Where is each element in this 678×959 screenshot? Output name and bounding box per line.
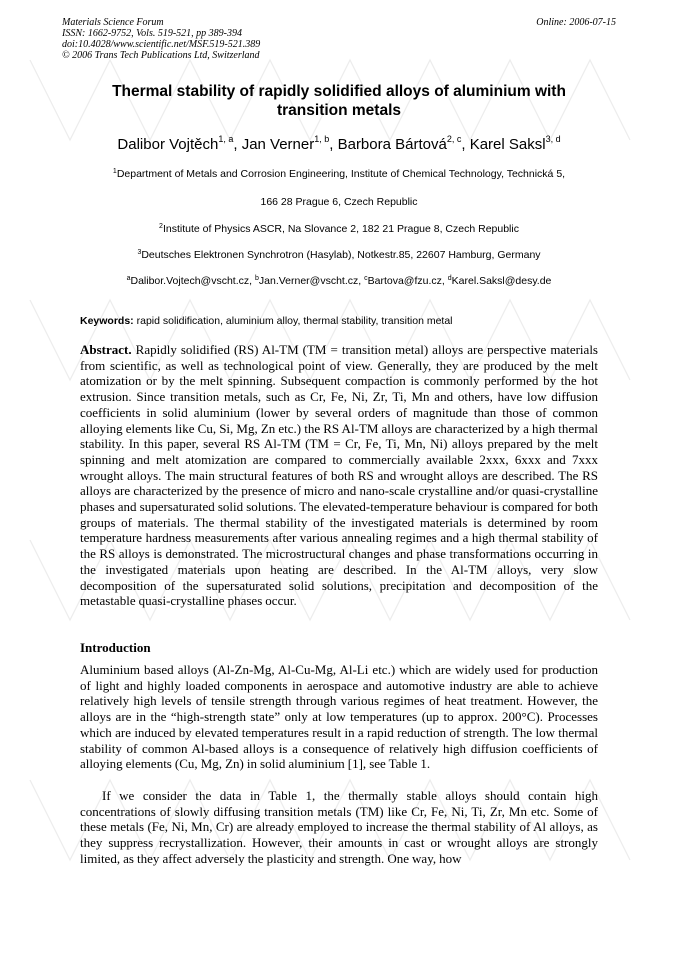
journal-copyright: © 2006 Trans Tech Publications Ltd, Switzerland (62, 50, 260, 61)
affiliation-text: Deutsches Elektronen Synchrotron (Hasylab), Notkestr.85, 22607 Hamburg, Germany (141, 249, 541, 261)
affiliation-sup: 2 (159, 223, 163, 230)
affiliation-sup: 3 (137, 249, 142, 256)
author-name: Barbora Bártová (337, 136, 447, 153)
affiliation-text: 166 28 Prague 6, Czech Republic (260, 196, 418, 208)
author-sep: , (329, 136, 338, 153)
intro-paragraph-2: If we consider the data in Table 1, the thermally stable alloys should contain high concentrations of slowly diffusing transition metals (TM) like Cr, Fe, Ni, Ti, Zr, Mn etc. Some of these metals (Fe, Ni, Mn, Cr) are already employed to increase the thermal stability of Al alloys, as they suppress recrystallization. However, their amounts in cast or wrought alloys are strongly limited, as they affect adversely the plasticity and strength. One way, how (80, 788, 598, 866)
journal-issn: ISSN: 1662-9752, Vols. 519-521, pp 389-394 (62, 28, 242, 39)
author-sep: , (461, 136, 470, 153)
author-sep: , (233, 136, 242, 153)
paper-title: Thermal stability of rapidly solidified alloys of aluminium with transition metals (112, 83, 566, 119)
affiliation-text: Department of Metals and Corrosion Engineering, Institute of Chemical Technology, Technická 5, (116, 168, 566, 180)
author-name: Dalibor Vojtěch (117, 136, 219, 153)
affiliation-2 (60, 222, 618, 236)
journal-doi[interactable]: doi:10.4028/www.scientific.net/MSF.519-521.389 (62, 39, 261, 50)
affiliation-1-cont (60, 195, 618, 209)
author-sup: 1, a (218, 134, 234, 144)
intro-paragraph-1: Aluminium based alloys (Al-Zn-Mg, Al-Cu-Mg, Al-Li etc.) which are widely used for production of light and highly loaded components in aerospace and automotive industry are able to achieve relatively high levels of tensile strength through various regimes of heat treatment. However, the alloys are in the “high-strength state” only at low temperatures (up to approx. 200°C). Processes which are induced by elevated temperatures result in a rapid reduction of strength. The low thermal stability of common Al-based alloys is a consequence of relatively high diffusion coefficients of alloying elements (Cu, Mg, Zn) in solid aluminium [1], see Table 1. (80, 662, 598, 772)
journal-name: Materials Science Forum (62, 17, 164, 28)
section-heading-introduction: Introduction (80, 640, 151, 655)
abstract (80, 342, 598, 609)
affiliation-1 (60, 167, 618, 181)
author-sup: 2, c (446, 134, 462, 144)
author-list (60, 135, 618, 155)
email-sup: b (254, 275, 259, 282)
email-sup: d (447, 275, 452, 282)
affiliation-3 (60, 248, 618, 262)
keywords-text: rapid solidification, aluminium alloy, thermal stability, transition metal (133, 315, 453, 327)
email-link[interactable]: Karel.Saksl@desy.de (451, 275, 552, 287)
email-sep: , (249, 275, 255, 287)
author-sup: 3, d (545, 134, 561, 144)
email-link[interactable]: Dalibor.Vojtech@vscht.cz (130, 275, 250, 287)
email-sup: c (364, 275, 368, 282)
keywords (80, 314, 600, 328)
keywords-label: Keywords: (80, 315, 134, 327)
online-date: Online: 2006-07-15 (536, 17, 616, 28)
journal-info (62, 17, 260, 61)
author-name: Karel Saksl (469, 136, 546, 153)
email-sep: , (358, 275, 365, 287)
email-link[interactable]: Jan.Verner@vscht.cz (258, 275, 359, 287)
affiliation-text: Institute of Physics ASCR, Na Slovance 2, 182 21 Prague 8, Czech Republic (162, 223, 519, 235)
abstract-text: Rapidly solidified (RS) Al-TM (TM = transition metal) alloys are perspective materials from scientific, as well as technological point of view. Generally, they are produced by the melt atomization or by the melt spinning. Subsequent compaction is commonly performed by the hot extrusion. Since transition metals, such as Cr, Fe, Ni, Zr, Ti, Mn and others, have low diffusion coefficients in solid aluminium (lower by several orders of magnitude than those of common alloying elements like Cu, Si, Mg, Zn etc.) the RS Al-TM alloys are characterized by a high thermal stability. In this paper, several RS Al-TM (TM = Cr, Fe, Ti, Mn, Ni) alloys prepared by the melt spinning and melt atomization are compared to commercially available 2xxx, 6xxx and 7xxx wrought alloys. The main structural features of both RS and wrought alloys are described. The RS alloys are characterized by the presence of micro and nano-scale crystalline and/or quasi-crystalline phases and supersaturated solid solutions. The elevated-temperature behaviour is compared for both groups of materials. The thermal stability of the investigated materials is determined by room temperature hardness measurements after various annealing regimes and a high thermal stability of the RS alloys is demonstrated. The microstructural changes and phase transformations occurring in the investigated materials upon heating are described. In the Al-TM alloys, very slow decomposition of the supersaturated solid solutions, precipitation and decomposition of the metastable quasi-crystalline phases occur. (80, 342, 598, 609)
author-sup: 1, b (314, 134, 330, 144)
email-sep: , (441, 275, 448, 287)
email-sup: a (126, 275, 131, 282)
author-name: Jan Verner (241, 136, 315, 153)
affiliation-sup: 1 (112, 168, 117, 175)
email-link[interactable]: Bartova@fzu.cz (367, 275, 442, 287)
abstract-label: Abstract. (80, 342, 132, 357)
email-list (60, 274, 618, 288)
